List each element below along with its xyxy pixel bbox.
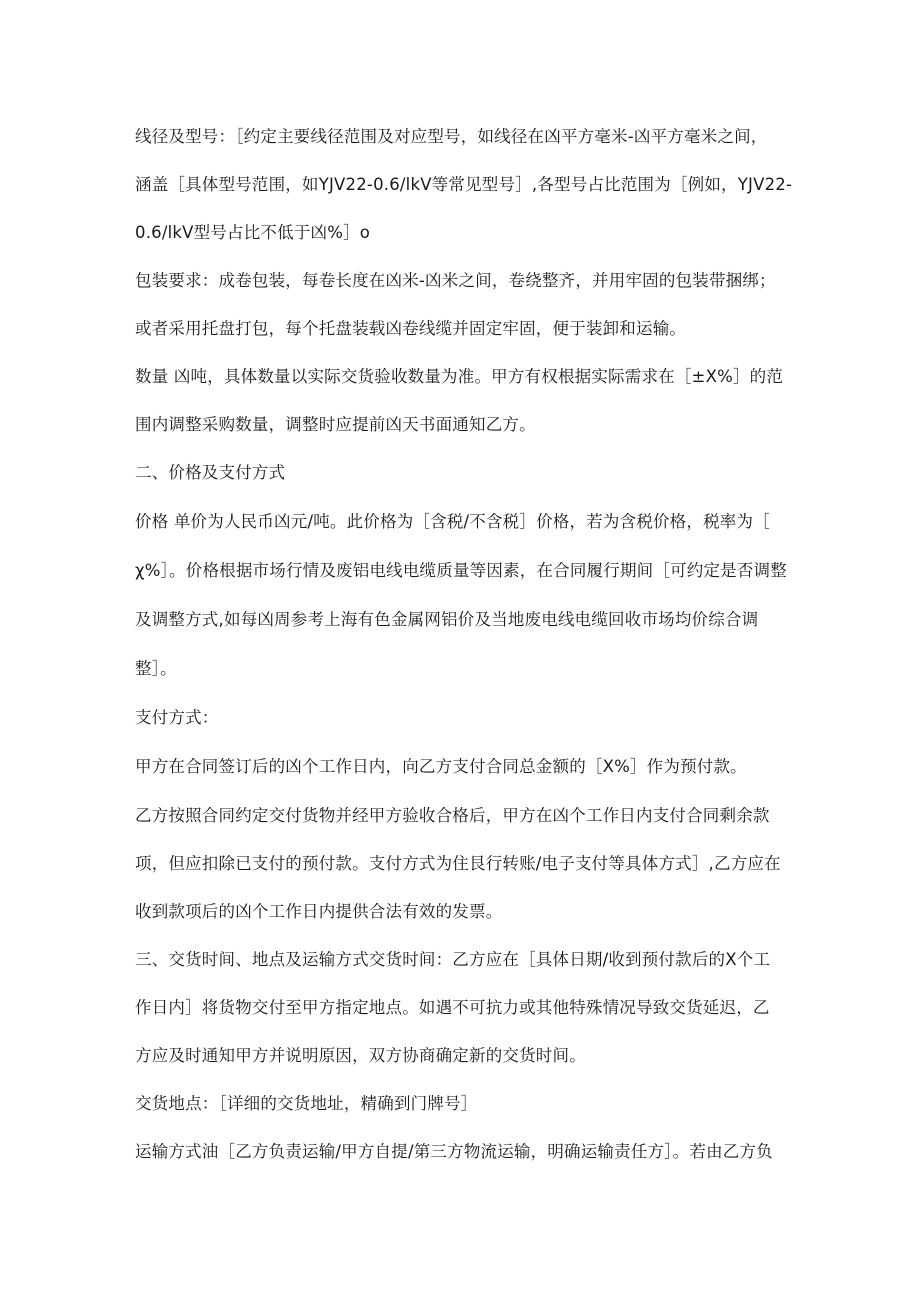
text-line: 及调整方式,如每凶周参考上海有色金属网铝价及当地废电线电缆回收市场均价综合调 (135, 610, 759, 629)
text-line: 涵盖［具体型号范围，如YJV22-0.6/lkV等常见型号］,各型号占比范围为［例如，YJV22- (135, 175, 793, 194)
text-line: 作日内］将货物交付至甲方指定地点。如遇不可抗力或其他特殊情况导致交货延迟，乙 (135, 998, 770, 1017)
text-line: 围内调整采购数量，调整时应提前凶天书面通知乙方。 (135, 415, 536, 434)
section-heading: 二、价格及支付方式 (135, 463, 286, 482)
section-heading: 三、交货时间、地点及运输方式交货时间：乙方应在［具体日期/收到预付款后的X个工 (135, 950, 771, 969)
text-line: 数量 凶吨，具体数量以实际交货验收数量为准。甲方有权根据实际需求在［±X%］的范 (135, 367, 784, 386)
text-line: 0.6/lkV型号占比不低于凶%］o (135, 223, 371, 242)
text-line: 或者采用托盘打包，每个托盘装载凶卷线缆并固定牢固，便于装卸和运输。 (135, 319, 687, 338)
text-line: 线径及型号：［约定主要线径范围及对应型号，如线径在凶平方毫米-凶平方毫米之间， (135, 127, 768, 146)
text-line: 运输方式油［乙方负责运输/甲方自提/第三方物流运输，明确运输责任方］。若由乙方负 (135, 1142, 773, 1161)
text-line: χ%］。价格根据市场行情及废铝电线电缆质量等因素，在合同履行期间［可约定是否调整 (135, 561, 787, 580)
text-line: 价格 单价为人民币凶元/吨。此价格为［含税/不含税］价格，若为含税价格，税率为［ (135, 512, 770, 531)
subheading: 支付方式： (135, 708, 219, 727)
text-line: 整］。 (135, 659, 177, 678)
text-line: 甲方在合同签订后的凶个工作日内，向乙方支付合同总金额的［X%］作为预付款。 (135, 757, 747, 776)
text-line: 方应及时通知甲方并说明原因，双方协商确定新的交货时间。 (135, 1046, 586, 1065)
text-line: 项，但应扣除已支付的预付款。支付方式为住艮行转账/电子支付等具体方式］,乙方应在 (135, 854, 781, 873)
text-line: 收到款项后的凶个工作日内提供合法有效的发票。 (135, 902, 503, 921)
text-line: 交货地点：［详细的交货地址，精确到门牌号］ (135, 1094, 478, 1113)
text-line: 乙方按照合同约定交付货物并经甲方验收合格后，甲方在凶个工作日内支付合同剩余款 (135, 806, 770, 825)
text-line: 包装要求：成卷包装，每卷长度在凶米-凶米之间，卷绕整齐，并用牢固的包装带捆绑； (135, 271, 776, 290)
